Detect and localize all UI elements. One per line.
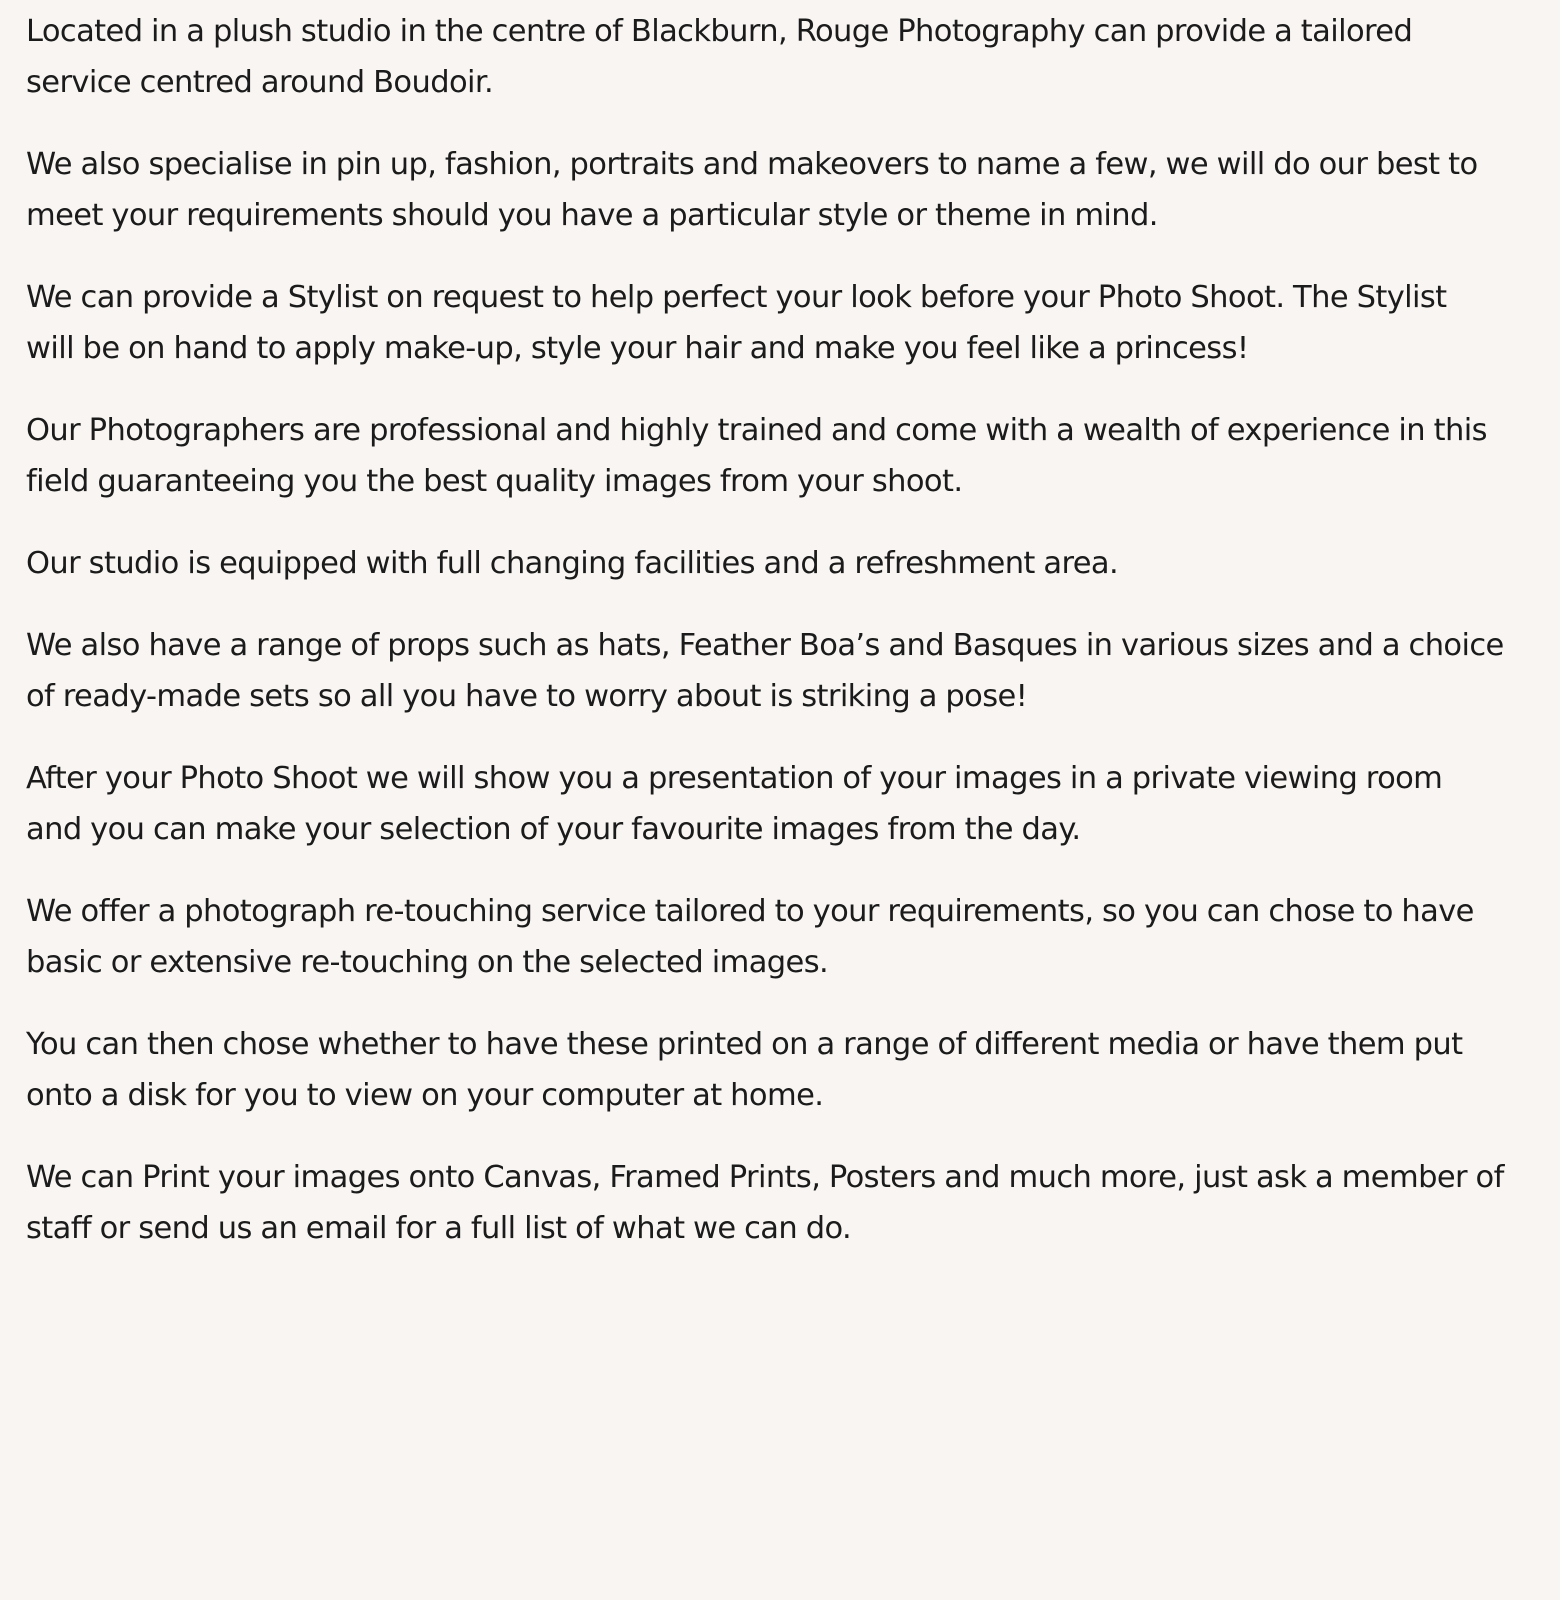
paragraph-photographers: Our Photographers are professional and highly trained and come with a wealth of experience in this field guaranteeing you the best quality images from your shoot. (26, 413, 1487, 499)
document-body (26, 6, 1536, 1285)
paragraph-retouching: We offer a photograph re-touching service tailored to your requirements, so you can chose to have basic or extensive re-touching on the selected images. (26, 894, 1474, 980)
paragraph-intro: Located in a plush studio in the centre of Blackburn, Rouge Photography can provide a tailored service centred around Boudoir. (26, 14, 1413, 100)
paragraph-props: We also have a range of props such as hats, Feather Boa’s and Basques in various sizes and a choice of ready-made sets so all you have to worry about is striking a pose! (26, 628, 1504, 714)
paragraph-prints: We can Print your images onto Canvas, Framed Prints, Posters and much more, just ask a member of staff or send us an email for a full list of what we can do. (26, 1160, 1504, 1246)
paragraph-stylist: We can provide a Stylist on request to help perfect your look before your Photo Shoot. The Stylist will be on hand to apply make-up, style your hair and make you feel like a princess! (26, 280, 1447, 366)
paragraph-facilities: Our studio is equipped with full changing facilities and a refreshment area. (26, 546, 1119, 581)
paragraph-specialisms: We also specialise in pin up, fashion, portraits and makeovers to name a few, we will do our best to meet your requirements should you have a particular style or theme in mind. (26, 147, 1478, 233)
paragraph-media: You can then chose whether to have these printed on a range of different media or have them put onto a disk for you to view on your computer at home. (26, 1027, 1463, 1113)
paragraph-presentation: After your Photo Shoot we will show you a presentation of your images in a private viewing room and you can make your selection of your favourite images from the day. (26, 761, 1443, 847)
